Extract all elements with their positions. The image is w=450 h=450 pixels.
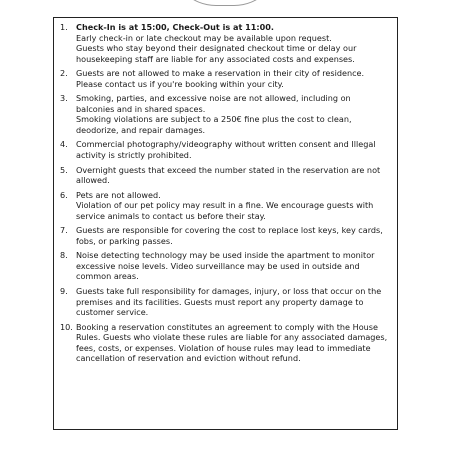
rule-number: 3. (60, 93, 68, 104)
rule-text: Guests are not allowed to make a reservation in their city of residence. Please contact us if you're booking within your city. (76, 68, 365, 89)
rule-item-1 (60, 22, 391, 64)
rule-body (76, 286, 391, 318)
rule-title: Check-In is at 15:00, Check-Out is at 11:00. (76, 22, 274, 32)
rule-text: Noise detecting technology may be used inside the apartment to monitor excessive noise levels. Video surveillance may be used in outside and common areas. (76, 250, 375, 282)
rule-body (76, 250, 391, 282)
rule-number: 7. (60, 225, 68, 236)
decorative-arc (170, 0, 280, 6)
rule-item-5 (60, 165, 391, 186)
rule-body (76, 139, 391, 160)
rule-number: 2. (60, 68, 68, 79)
rule-item-4 (60, 139, 391, 160)
rule-body (76, 322, 391, 364)
rule-body (76, 190, 391, 222)
rule-body (76, 22, 391, 64)
rule-body (76, 165, 391, 186)
rule-item-7 (60, 225, 391, 246)
house-rules-list (53, 17, 398, 430)
rule-body (76, 68, 391, 89)
rule-item-8 (60, 250, 391, 282)
rule-number: 1. (60, 22, 68, 32)
rule-text: Booking a reservation constitutes an agreement to comply with the House Rules. Guests who violate these rules are liable for any associated damages, fees, costs, or expenses. Violation of house rules may lead to immediate cancellation of reservation and eviction without refund. (76, 321, 388, 364)
rule-text: Smoking, parties, and excessive noise are not allowed, including on balconies and in shared spaces. Smoking violations are subject to a 250€ fine plus the cost to clean, deodorize, and repair damages. (76, 93, 352, 135)
rule-item-2 (60, 68, 391, 89)
rule-number: 5. (60, 164, 68, 175)
rule-text: Guests are responsible for covering the cost to replace lost keys, key cards, fobs, or parking passes. (76, 225, 383, 246)
rule-item-3 (60, 93, 391, 135)
rule-text: Early check-in or late checkout may be available upon request. Guests who stay beyond their designated checkout time or delay our housekeeping staff are liable for any associated costs and expenses. (76, 32, 357, 64)
rule-number: 8. (60, 250, 68, 261)
rule-text: Guests take full responsibility for damages, injury, or loss that occur on the premises and its facilities. Guests must report any property damage to customer service. (76, 286, 382, 318)
rule-body (76, 93, 391, 135)
rule-body (76, 225, 391, 246)
rule-number: 10. (60, 321, 73, 332)
rule-number: 6. (60, 189, 68, 200)
rule-item-10 (60, 322, 391, 364)
rule-item-9 (60, 286, 391, 318)
rule-text: Overnight guests that exceed the number stated in the reservation are not allowed. (76, 164, 381, 186)
rule-number: 9. (60, 286, 68, 297)
rule-text: Pets are not allowed. Violation of our pet policy may result in a fine. We encourage guests with service animals to contact us before their stay. (76, 189, 374, 221)
rule-number: 4. (60, 139, 68, 150)
rule-text: Commercial photography/videography without written consent and Illegal activity is strictly prohibited. (76, 139, 376, 161)
rule-item-6 (60, 190, 391, 222)
